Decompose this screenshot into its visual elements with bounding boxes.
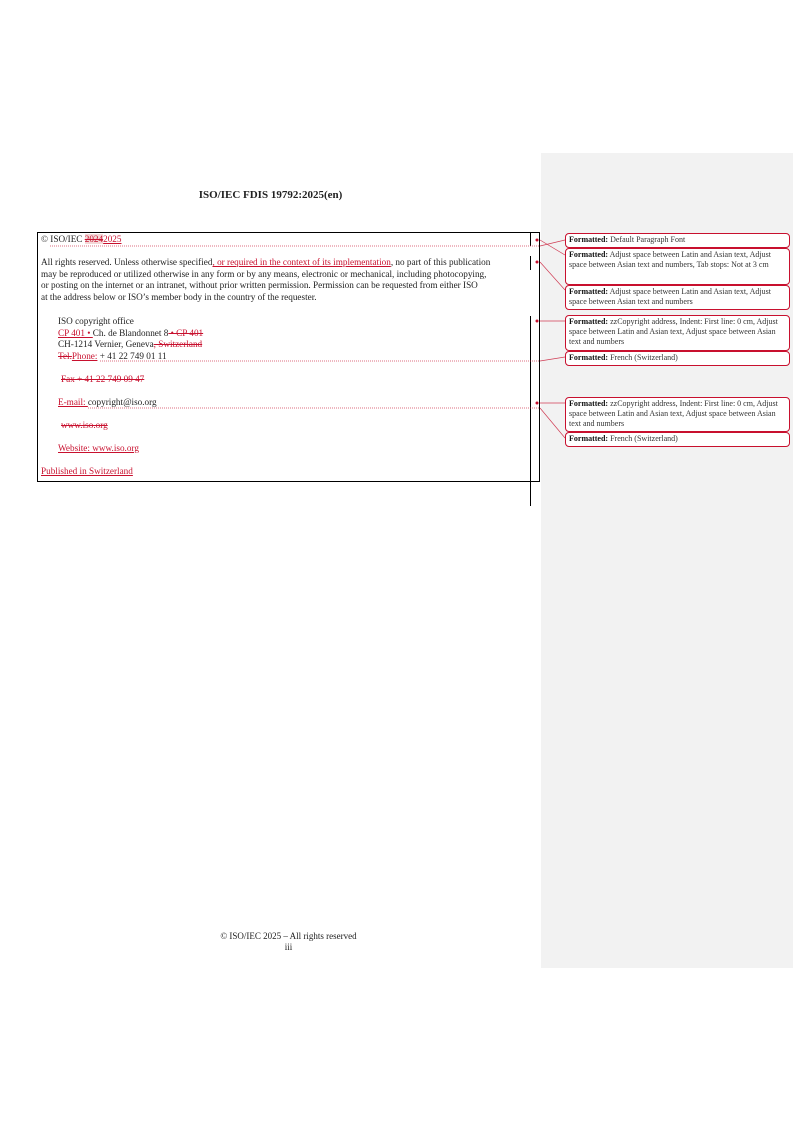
- document-header: ISO/IEC FDIS 19792:2025(en): [198, 189, 343, 201]
- rights-paragraph: All rights reserved. Unless otherwise specified, or required in the context of its implementation, no part of this publication may be reproduced or utilized otherwise in any form or by any means, electronic or mechanical, including photocopying, or posting on the internet or an intranet, without prior written permission. Permission can be requested from either ISO at the address below or ISO’s member body in the country of the requester.: [41, 257, 491, 302]
- comment-balloon[interactable]: Formatted: Default Paragraph Font: [565, 233, 790, 248]
- comment-balloon[interactable]: Formatted: zzCopyright address, Indent: First line: 0 cm, Adjust space between Latin and Asian text, Adjust space between Asian text and numbers: [565, 315, 790, 351]
- comment-balloon[interactable]: Formatted: zzCopyright address, Indent: First line: 0 cm, Adjust space between Latin and Asian text, Adjust space between Asian text and numbers: [565, 397, 790, 432]
- address-block: ISO copyright office CP 401 • Ch. de Blandonnet 8 • CP 401 CH-1214 Vernier, Geneva, Switzerland Tel.Phone: + 41 22 749 01 11: [58, 316, 204, 361]
- comment-balloon[interactable]: Formatted: Adjust space between Latin and Asian text, Adjust space between Asian text and numbers: [565, 285, 790, 310]
- published-line: Published in Switzerland: [41, 466, 133, 476]
- website-line: Website: www.iso.org: [58, 443, 139, 453]
- comment-balloon[interactable]: Formatted: French (Switzerland): [565, 432, 790, 447]
- copyright-line: © ISO/IEC 20242025: [41, 234, 122, 244]
- footer-copyright: © ISO/IEC 2025 – All rights reserved: [220, 931, 357, 941]
- comment-balloon[interactable]: Formatted: Adjust space between Latin and Asian text, Adjust space between Asian text and numbers, Tab stops: Not at 3 cm: [565, 248, 790, 285]
- email-line: E-mail: copyright@iso.org: [58, 397, 157, 407]
- fax-line: Fax + 41 22 749 09 47: [61, 374, 145, 384]
- website-deleted: www.iso.org: [61, 420, 108, 430]
- comment-balloon[interactable]: Formatted: French (Switzerland): [565, 351, 790, 366]
- page-number: iii: [284, 942, 293, 952]
